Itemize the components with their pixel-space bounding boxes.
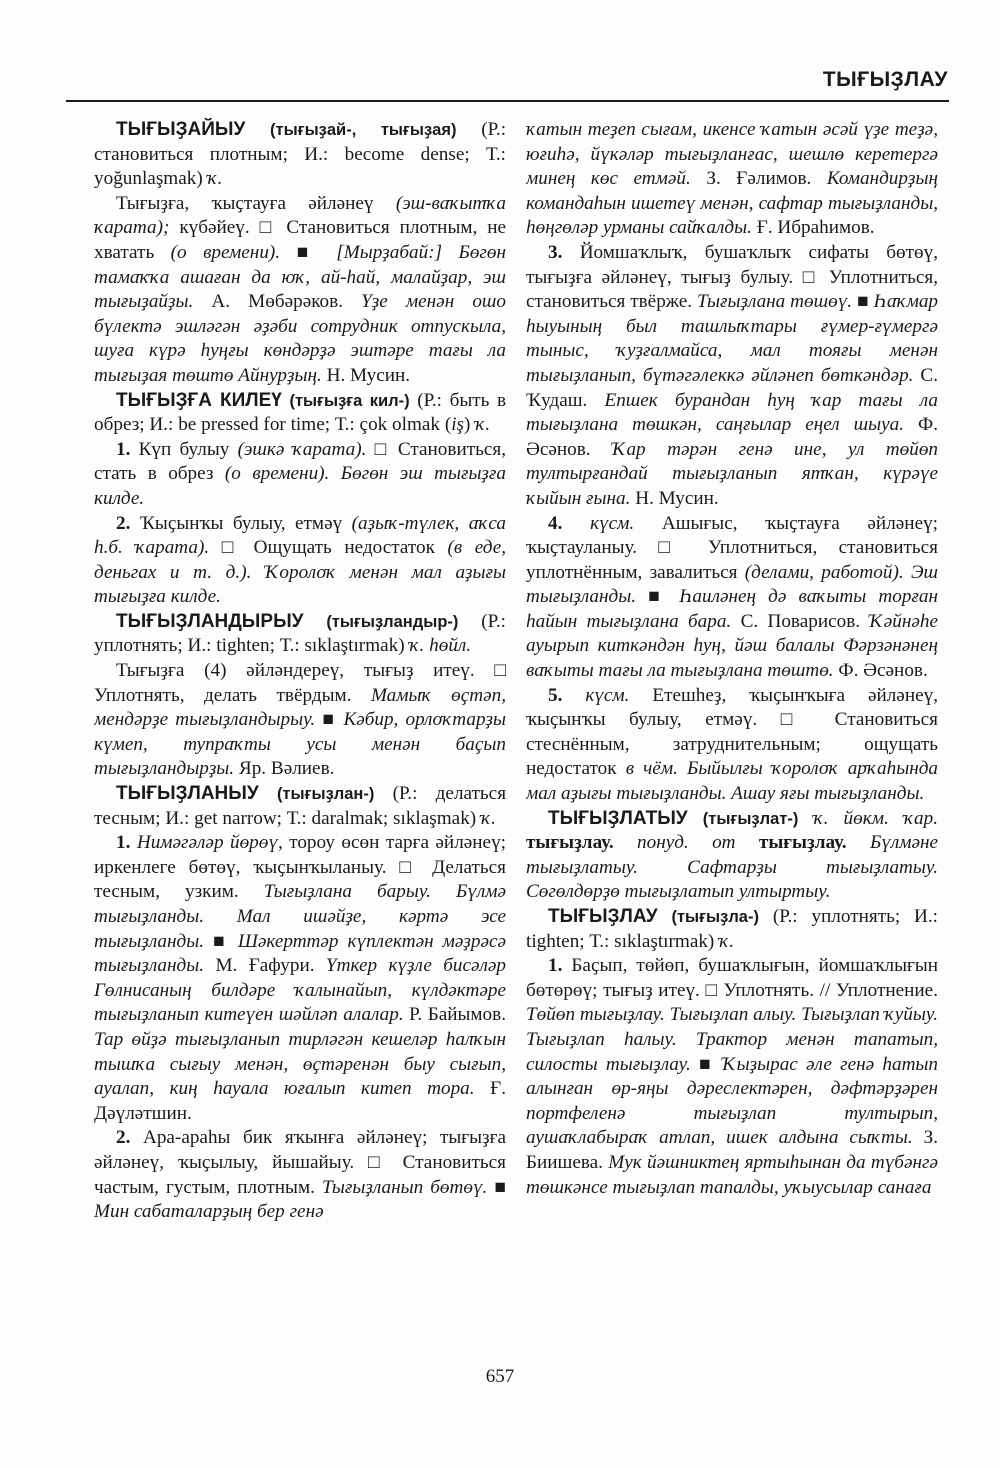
usage-note: (аҙыҡ-түлек, аҡса һ.б. ҡарата). (94, 512, 506, 559)
example-marker: ■ (699, 1053, 715, 1075)
entry-tygyzlanyu-sense-3 (526, 241, 938, 512)
cross-reference-label: ҡар. (903, 807, 938, 829)
gloss-italic: iş (451, 414, 465, 436)
sense-number: 4. (548, 512, 563, 534)
headword: ТЫҒЫҘЛАНДЫРЫУ (116, 610, 304, 632)
definition: тороу өсөн тарға әйләнеү; иркенлеге бөтөү, ҡыҫынҡыланыу. □ Делаться тесным, узким. (94, 832, 506, 903)
example-source: Н. Мусин. (326, 364, 411, 386)
example: Тығыҙлана төшөү. (697, 291, 853, 313)
definition-translation: күбәйеү. □ Становиться плотным, не хватать (94, 217, 506, 263)
example: ҡатын теҙеп сығам, икенсе ҡатын әсәй үҙе теҙә, юғиһә, йүкәләр тығыҙланғас, шешлө керетергә минең көс етмәй. (526, 119, 938, 190)
continuation-paragraph (526, 118, 938, 241)
example-marker: ■ (857, 291, 869, 313)
part-of-speech: ҡ. (480, 807, 496, 829)
entry-tygyzlatyu (526, 807, 938, 905)
example-marker: ■ (494, 1176, 506, 1198)
usage-note: (делами, работой). (744, 561, 904, 583)
entry-tygyzlandyryu-head (94, 610, 506, 659)
example-source: М. Ғафури. (215, 955, 315, 977)
entry-tygyzlanyu-sense-5 (526, 684, 938, 807)
headword: ТЫҒЫҘЛАНЫУ (116, 783, 259, 805)
part-of-speech: ҡ. йөкм. (813, 807, 889, 829)
example: Кәбир, орлоҡтарҙы күмеп, тупраҡты усы менән баҫып тығыҙландырҙы. (94, 709, 506, 780)
translation-gloss: (Р.: делаться тесным; И.: get narrow; Т.: daralmak; sıklaşmak) (94, 783, 506, 829)
definition: Тығыҙға (4) әйләндереү, тығыҙ итеү. □ Уплотнять, делать твёрдым. (94, 660, 506, 706)
entry-tygyzga-kileu-sense-1 (94, 438, 506, 512)
usage-note: (в еде, деньгах и т. д.). (94, 537, 506, 583)
entry-tygyzga-kileu-sense-2 (94, 512, 506, 610)
example: Командирҙың командаһын ишетеү менән, сафтар тығыҙланды, һөңгөләр урманы сайҡалды. (526, 168, 938, 239)
sense-number: 5. (548, 684, 563, 706)
headword-forms: (тығыҙландыр-) (326, 612, 459, 631)
example: Эш тығыҙланды. (526, 561, 938, 608)
sense-number: 1. (548, 955, 563, 977)
definition: Күп булыу (138, 438, 230, 460)
example-source: С. Поварисов. (740, 610, 861, 632)
example: Төйөп тығыҙлау. Тығыҙлап алыу. Тығыҙлап ҡуйыу. Тығыҙлап һалыу. Трактор менән тапатып, силосты тығыҙлау. (526, 1004, 938, 1075)
entry-tygyzaiyu-head (94, 118, 506, 192)
example: Быйылғы ҡоролоҡ арҡаһында мал аҙығы тығыҙланды. Ашау яғы тығыҙланды. (526, 758, 938, 805)
example: Шәкерттәр күплектән мәҙрәсә тығыҙланды. (94, 930, 506, 977)
example: Бөгөн эш тығыҙға килде. (94, 463, 506, 509)
right-column (526, 118, 938, 1348)
headword-forms: (тығыҙлат-) (702, 809, 799, 828)
page-number: 657 (485, 1366, 515, 1387)
entry-tygyzlanyu-sense-2 (94, 1126, 506, 1224)
example-marker: ■ (322, 709, 337, 731)
usage-note: в чём. (625, 758, 678, 780)
example-source: З. Биишева. (526, 1127, 938, 1173)
example: Һаиләнең дә ваҡыты торған һайын тығыҙлана бара. (526, 586, 938, 632)
example-source: Ғ. Ибраһимов. (756, 217, 875, 239)
usage-label: күсм. (590, 512, 635, 534)
entry-tygyzlanyu-head (94, 782, 506, 831)
cross-reference-label: понуд. от (637, 832, 736, 854)
example: Ҡыҙырас әле генә һатып алынған өр-яңы дәреслектәрен, дәфтәрҙәрен портфеленә тығыҙлап тултырып, аушаҡлабыраҡ атлап, ишек алдына сыҡты. (526, 1053, 938, 1149)
definition-translation: □ Ощущать недостаток (221, 537, 435, 559)
example: Үҙе менән ошо бүлектә эшләгән әҙәби сотрудник отпускыла, шуға күрә һуңғы көндәрҙә эштәре тағы ла тығыҙая төштө Айнурҙың. (94, 291, 506, 386)
example-source: Р. Байымов. (409, 1004, 506, 1026)
cross-reference-word: тығыҙлау. (526, 832, 614, 854)
left-column (94, 118, 506, 1348)
example-source: Яр. Вәлиев. (238, 758, 335, 780)
sense-number: 1. (116, 832, 131, 854)
example: Һаҡмар һыуының был ташлыҡтары ғүмер-ғүмергә тыныс, ҡуҙғалмайса, мал тояғы менән тығыҙланып, бүтәгәлеккә әйләнеп бөткәндәр. (526, 291, 938, 386)
usage-note: (о времени). (170, 241, 281, 263)
entry-tygyzlanyu-sense-4 (526, 512, 938, 684)
example-source: А. Мөбәрәков. (211, 291, 344, 313)
headword-forms: (тығыҙай-, тығыҙая) (270, 121, 457, 139)
entry-tygyzlandyryu-sense (94, 659, 506, 782)
part-of-speech: ҡ. (475, 414, 491, 436)
example: Үткер күҙле бисәләр Гөлнисаның билдәре ҡалынайып, күлдәктәре тығыҙланып китеүен шәйләп алалар. (94, 955, 506, 1026)
entry-tygyzga-kileu-head (94, 389, 506, 438)
headword: ТЫҒЫҘҒА КИЛЕҮ (116, 389, 282, 411)
translation-gloss: (Р.: уплотнять; И.: tighten; Т.: sıklaştırmak) (94, 610, 506, 657)
sense-number: 1. (116, 438, 131, 460)
example: Ҡоролоҡ менән мал аҙығы тығыҙға килде. (94, 561, 506, 608)
example: Тығыҙланып бөтөү. (321, 1176, 488, 1198)
definition: Ашығыс, ҡыҫтауға әйләнеү; ҡыҫтауланыу. □ Уплотниться, становиться уплотнённым, завалиться (526, 512, 938, 583)
headword: ТЫҒЫҘЛАТЫУ (548, 807, 688, 829)
translation-gloss: (Р.: уплотнять; И.: tighten; Т.: sıklaştırmak) (526, 906, 938, 952)
example: Ҡәйнәһе ауырып киткәндән һуң, йәш балалы Фәрзәнәнең ваҡыты тағы ла тығыҙлана төштө. (526, 610, 938, 682)
example-marker: ■ (213, 930, 229, 952)
entry-tygyzaiyu-sense (94, 192, 506, 389)
headword-forms: (тығыҙла-) (671, 908, 759, 926)
example-source: С. Ҡудаш. (526, 364, 938, 411)
example: Бүлмәне тығыҙлатыу. Сафтарҙы тығыҙлатыу. Сөгөлдөрҙө тығыҙлатып ултыртыу. (526, 832, 938, 903)
translation-gloss: (Р.: быть в обрез; И.: be pressed for time; Т.: çok olmak ( (94, 389, 506, 436)
usage-note: (эшкә ҡарата). (237, 438, 367, 460)
gloss-end: ) (464, 414, 471, 436)
example: Мин сабаталарҙың бер генә (94, 1201, 324, 1223)
definition: Тығыҙға, ҡыҫтауға әйләнеү (116, 192, 374, 214)
usage-note: (эш-ваҡытҡа ҡарата); (94, 192, 506, 239)
example: [Мырҙабай:] Бөгөн тамаҡҡа ашаған да юҡ, ай-һай, малайҙар, эш тығыҙайҙы. (94, 241, 506, 313)
cross-reference-word: тығыҙлау. (758, 832, 847, 854)
definition: Ҡыҫынҡы булыу, етмәү (139, 512, 343, 534)
headword: ТЫҒЫҘЛАУ (548, 906, 658, 927)
part-of-speech: ҡ. (207, 168, 223, 190)
sense-number: 2. (116, 512, 131, 534)
headword-forms: (тығыҙлан-) (276, 785, 375, 804)
header-rule (66, 100, 949, 102)
example-source: Н. Мусин. (635, 487, 719, 509)
example: Епшек бурандан һуң ҡар тағы ла тығыҙлана төшкән, саңғылар еңел шыуа. (526, 389, 938, 436)
part-of-speech: ҡ. һөйл. (409, 635, 472, 657)
translation-gloss: (Р.: становиться плотным; И.: become dense; Т.: yoğunlaşmak) (94, 119, 506, 190)
headword: ТЫҒЫҘАЙЫУ (116, 119, 246, 140)
running-head: ТЫҒЫҘЛАУ (822, 68, 948, 91)
example-marker: ■ (648, 586, 668, 608)
entry-tygyzlau-sense-1 (526, 954, 938, 1200)
sense-number: 2. (116, 1127, 131, 1149)
definition-translation: □ Становиться, стать в обрез (94, 438, 506, 485)
example: Мамыҡ өҫтәп, мендәрҙе тығыҙландырыу. (94, 684, 506, 731)
example: Ҡар тәрән генә ине, ул төйөп тултырғандай тығыҙланып ятҡан, күрәүе ҡыйын ғына. (526, 438, 938, 509)
definition: Ара-араһы бик яҡынға әйләнеү; тығыҙға әйләнеү, ҡыҫылыу, йышайыу. □ Становиться частым, густым, плотным. (94, 1127, 506, 1198)
usage-note: Нимәгәләр йөрөү, (136, 832, 283, 854)
example-source: Ф. Әсәнов. (838, 660, 928, 682)
usage-label: күсм. (585, 684, 630, 706)
entry-tygyzlanyu-sense-1 (94, 831, 506, 1126)
example-marker: ■ (296, 241, 320, 263)
example: Мук йәшниктең яртыһынан да түбәнгә төшкәнсе тығыҙлап тапалды, уҡыусылар санаға (526, 1151, 938, 1198)
usage-note: (о времени). (224, 463, 330, 485)
definition: Баҫып, төйөп, бушаҡлығын, йомшаҡлығын бөтөрөү; тығыҙ итеү. □ Уплотнять. // Уплотнение. (526, 955, 938, 1001)
example: Тар өйҙә тығыҙланып тирләгән кешеләр һалҡын тышҡа сығыу менән, өҫтәренән быу сығып, ауалап, киң һауала юғалып китеп тора. (94, 1028, 506, 1100)
example-source: Ғ. Дәүләтшин. (94, 1078, 506, 1124)
example-source: З. Ғәлимов. (706, 168, 812, 190)
example: Тығыҙлана барыу. Бүлмә тығыҙланды. Мал ишәйҙе, кәртә эсе тығыҙланды. (94, 881, 506, 952)
entry-tygyzlau-head (526, 905, 938, 954)
example-source: Ф. Әсәнов. (526, 414, 938, 460)
headword-forms: (тығыҙға кил-) (289, 391, 410, 410)
part-of-speech: ҡ. (719, 930, 735, 952)
definition: Йомшаҡлыҡ, бушаҡлыҡ сифаты бөтөү, тығыҙға әйләнеү, тығыҙ булыу. □ Уплотниться, становиться твёрже. (526, 241, 938, 313)
definition: Етешһеҙ, ҡыҫынҡыға әйләнеү, ҡыҫынҡы булыу, етмәү. □ Становиться стеснённым, затруднительным; ощущать недостаток (526, 684, 938, 780)
sense-number: 3. (548, 241, 563, 263)
